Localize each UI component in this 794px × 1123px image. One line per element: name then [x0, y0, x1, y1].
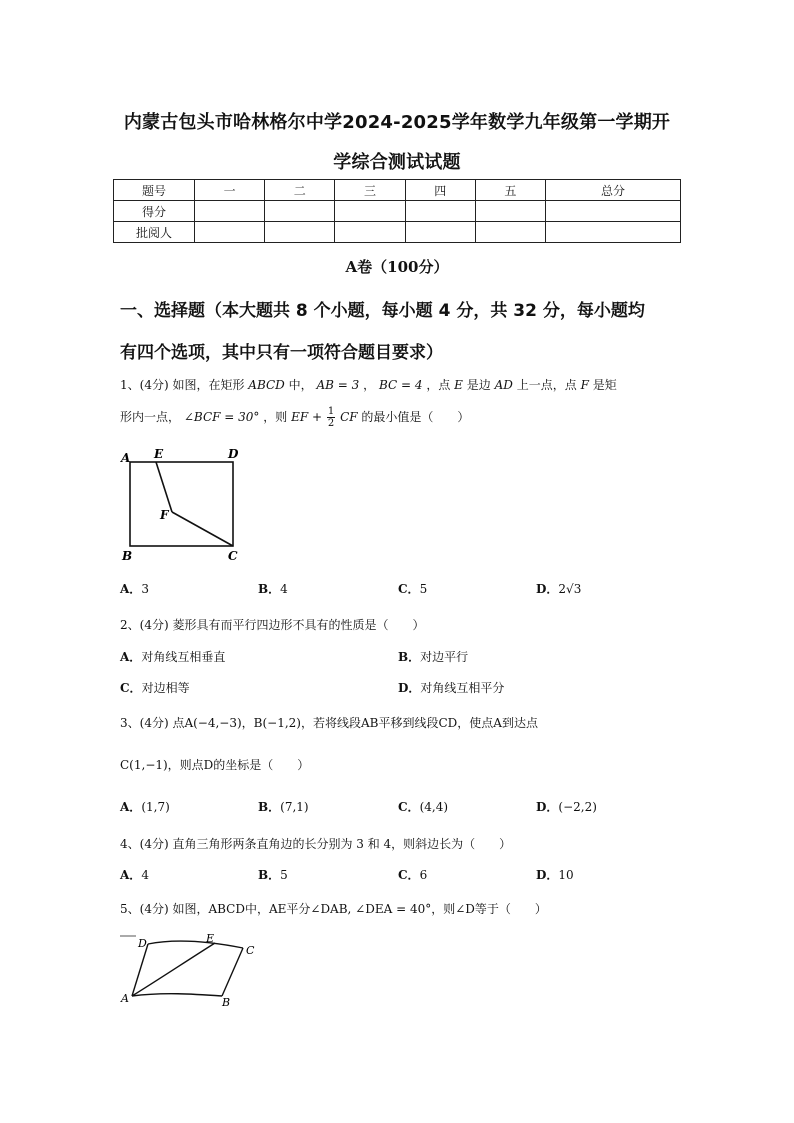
q1-math: AB = 3 — [316, 378, 360, 392]
q1-math: EF + — [291, 410, 323, 424]
q5-stem: 5、(4分) 如图，ABCD中，AE平分∠DAB, ∠DEA = 40°，则∠D等于（ ） — [120, 902, 547, 916]
q1-text: 中， — [288, 378, 313, 392]
q1-text: 上一点，点 — [516, 378, 577, 392]
q1-text: 是边 — [466, 378, 491, 392]
option-letter: B． — [258, 868, 281, 882]
q2-stem: 2、(4分) 菱形具有而平行四边形不具有的性质是（ ） — [120, 618, 425, 632]
option-letter: C． — [398, 800, 420, 814]
option-value: 对边平行 — [420, 650, 469, 664]
option-value: 对边相等 — [141, 681, 190, 695]
q3-option-c[interactable] — [398, 798, 448, 815]
q1-text: 的最小值是（ ） — [361, 410, 470, 424]
option-letter: C． — [398, 868, 420, 882]
q2-option-a[interactable] — [120, 648, 225, 665]
option-value: (7,1) — [280, 800, 309, 814]
q1-math: BC = 4 — [378, 378, 423, 392]
q5-figure — [118, 930, 268, 1010]
score-cell — [546, 201, 681, 222]
score-cell — [265, 201, 335, 222]
score-cell — [405, 222, 475, 243]
q1-fraction — [327, 406, 335, 429]
q4-option-d[interactable] — [536, 866, 574, 883]
q1-math: ∠BCF = 30° — [183, 410, 260, 424]
q2-option-b[interactable] — [398, 648, 468, 665]
q4-option-c[interactable] — [398, 866, 427, 883]
q1-text: 1、(4分) 如图，在矩形 — [120, 378, 245, 392]
q5-segment-ae — [132, 943, 215, 996]
q1-stem-line1 — [120, 376, 617, 393]
q1-option-d[interactable] — [536, 580, 581, 597]
option-value: 4 — [280, 582, 288, 596]
q1-segment-fc — [172, 512, 233, 546]
q1-label-d: D — [228, 447, 239, 461]
score-header-cell: 四 — [405, 180, 475, 201]
option-letter: A． — [120, 868, 142, 882]
q1-option-a[interactable] — [120, 580, 149, 597]
q3-option-a[interactable] — [120, 798, 170, 815]
score-cell — [195, 222, 265, 243]
option-value: 对角线互相垂直 — [141, 650, 226, 664]
option-value: 5 — [419, 582, 428, 596]
score-header-cell: 题号 — [114, 180, 195, 201]
q5-side-dc — [148, 941, 243, 948]
option-letter: C． — [120, 681, 142, 695]
option-letter: B． — [258, 582, 281, 596]
q4-option-a[interactable] — [120, 866, 149, 883]
score-header-cell: 总分 — [546, 180, 681, 201]
score-header-cell: 一 — [195, 180, 265, 201]
q2-option-d[interactable] — [398, 679, 504, 696]
q3-option-b[interactable] — [258, 798, 309, 815]
q1-label-c: C — [228, 549, 238, 563]
q1-math: E — [454, 378, 463, 392]
score-cell — [335, 201, 405, 222]
option-value: (−2,2) — [558, 800, 597, 814]
q1-math: AD — [494, 378, 513, 392]
q5-side-ab — [132, 994, 222, 996]
option-letter: D． — [398, 681, 421, 695]
option-letter: A． — [120, 582, 142, 596]
q1-fraction-num: 1 — [327, 406, 335, 417]
q3-stem-line1: 3、(4分) 点A(−4,−3)，B(−1,2)，若将线段AB平移到线段CD，使点A到达点 — [120, 716, 538, 730]
score-cell — [546, 222, 681, 243]
option-value: 3 — [141, 582, 149, 596]
option-value: (4,4) — [419, 800, 449, 814]
option-value: 对角线互相平分 — [420, 681, 505, 695]
option-value: 4 — [141, 868, 149, 882]
option-letter: B． — [398, 650, 421, 664]
score-header-cell: 五 — [475, 180, 545, 201]
option-value: 2√3 — [558, 582, 582, 596]
q1-math: F — [580, 378, 589, 392]
score-cell — [475, 201, 545, 222]
option-letter: C． — [398, 582, 420, 596]
score-cell — [335, 222, 405, 243]
score-table-row — [114, 222, 681, 243]
q5-label-e: E — [206, 932, 215, 945]
exam-title-line2: 学综合测试试题 — [333, 152, 461, 173]
q4-stem: 4、(4分) 直角三角形两条直角边的长分别为 3 和 4，则斜边长为（ ） — [120, 837, 512, 851]
option-letter: D． — [536, 800, 559, 814]
q1-stem-line2 — [120, 406, 469, 429]
q1-label-e: E — [154, 447, 164, 461]
q1-text: 形内一点， — [120, 410, 181, 424]
score-row-label: 批阅人 — [114, 222, 195, 243]
q1-text: ， — [363, 378, 376, 392]
score-header-cell: 三 — [335, 180, 405, 201]
q3-option-d[interactable] — [536, 798, 597, 815]
q3-stem-line2: C(1,−1)，则点D的坐标是（ ） — [120, 758, 310, 772]
score-table-row — [114, 201, 681, 222]
q2-option-c[interactable] — [120, 679, 190, 696]
q1-figure — [118, 446, 258, 568]
exam-title-line1: 内蒙古包头市哈林格尔中学2024-2025学年数学九年级第一学期开 — [123, 112, 671, 133]
part1-heading-line1: 一、选择题（本大题共 8 个小题，每小题 4 分，共 32 分，每小题均 — [120, 301, 645, 321]
q1-option-b[interactable] — [258, 580, 288, 597]
score-row-label: 得分 — [114, 201, 195, 222]
option-letter: D． — [536, 582, 559, 596]
q5-label-a: A — [121, 992, 129, 1005]
option-letter: B． — [258, 800, 281, 814]
q1-rectangle — [130, 462, 233, 546]
option-value: 10 — [558, 868, 574, 882]
score-table — [113, 179, 681, 243]
option-value: 5 — [280, 868, 288, 882]
q1-segment-ef — [156, 462, 172, 512]
score-cell — [265, 222, 335, 243]
option-value: 6 — [419, 868, 428, 882]
q4-option-b[interactable] — [258, 866, 288, 883]
score-header-cell: 二 — [265, 180, 335, 201]
score-table-header-row — [114, 180, 681, 201]
score-cell — [195, 201, 265, 222]
q1-option-c[interactable] — [398, 580, 427, 597]
q1-math: CF — [340, 410, 358, 424]
score-cell — [475, 222, 545, 243]
score-cell — [405, 201, 475, 222]
q5-label-c: C — [246, 944, 255, 957]
q1-fraction-den: 2 — [327, 418, 335, 429]
q1-label-b: B — [122, 549, 133, 563]
q1-math: ABCD — [248, 378, 285, 392]
option-letter: D． — [536, 868, 559, 882]
q5-label-b: B — [222, 996, 231, 1009]
option-letter: A． — [120, 650, 142, 664]
q1-text: 是矩 — [592, 378, 617, 392]
q5-label-d: D — [138, 937, 147, 950]
q1-label-f: F — [160, 508, 169, 522]
option-letter: A． — [120, 800, 142, 814]
q1-label-a: A — [121, 451, 131, 465]
part1-heading-line2: 有四个选项，其中只有一项符合题目要求） — [120, 343, 443, 363]
q5-side-cb — [222, 948, 243, 996]
section-a-heading: A卷（100分） — [345, 258, 449, 276]
q1-text: ，则 — [263, 410, 288, 424]
q1-text: ，点 — [426, 378, 451, 392]
option-value: (1,7) — [141, 800, 170, 814]
